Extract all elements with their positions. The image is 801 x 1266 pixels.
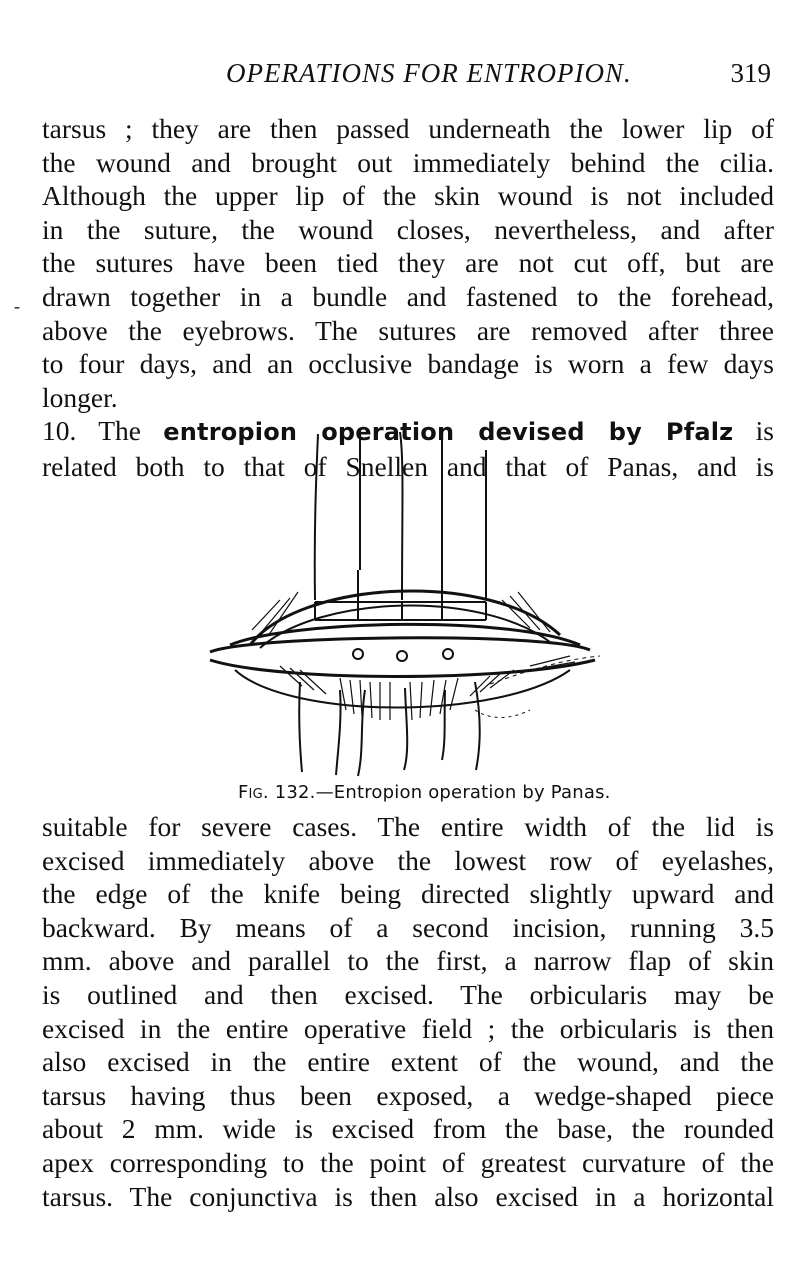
text-line: excised in the entire operative field ; the orbicularis is then [42,1012,774,1044]
text-line: in the suture, the wound closes, nevertheless, and after [42,213,774,245]
section-pre: The [98,415,141,447]
text-line: mm. above and parallel to the first, a narrow flap of skin [42,945,774,977]
entropion-operation-figure [190,420,610,780]
text-line: above the eyebrows. The sutures are removed after three [42,314,774,346]
text-line: the wound and brought out immediately behind the cilia. [42,146,774,178]
figure-caption-text: —Entropion operation by Panas. [315,782,611,803]
text-line: drawn together in a bundle and fastened to the forehead, [42,280,774,312]
text-line: the sutures have been tied they are not cut off, but are [42,247,774,279]
dashed-outline [475,710,530,718]
lid-margin [210,638,590,652]
text-line: also excised in the entire extent of the wound, and the [42,1046,774,1078]
suture-thread [475,682,480,770]
suture-ring [397,651,407,661]
text-line: tarsus. The conjunctiva is then also excised in a horizontal [42,1180,774,1212]
section-number: 10. [42,415,77,447]
figure-label: Fig. 132. [238,782,316,803]
suture-ring [443,649,453,659]
suture-thread [315,434,318,600]
text-line: the edge of the knife being directed slightly upward and [42,878,774,910]
suture-thread [336,690,341,775]
suture-thread [400,432,403,600]
section-heading: entropion operation devised by Pfalz [163,418,734,447]
text-line: suitable for severe cases. The entire width of the lid is [42,811,774,842]
suture-thread [404,688,407,770]
suture-thread [299,682,302,772]
text-line: longer. [42,381,118,413]
figure-caption [238,782,611,803]
margin-mark: - [14,296,20,316]
text-line: tarsus having thus been exposed, a wedge-shaped piece [42,1079,774,1111]
text-line: apex corresponding to the point of greatest curvature of the [42,1146,774,1178]
page-number: 319 [730,58,771,88]
text-line: backward. By means of a second incision, running 3.5 [42,911,774,943]
running-title: OPERATIONS FOR ENTROPION. [226,58,632,88]
bottom-paragraph [42,810,774,1213]
text-line: to four days, and an occlusive bandage is worn a few days [42,348,774,380]
text-line: related both to that of Snellen and that of Panas, and is [42,450,774,482]
text-line: about 2 mm. wide is excised from the base, the rounded [42,1113,774,1145]
text-line: is outlined and then excised. The orbicularis may be [42,978,774,1010]
suture-ring [353,649,363,659]
text-line: tarsus ; they are then passed underneath the lower lip of [42,113,774,144]
section-post: is [755,415,774,447]
text-line: Although the upper lip of the skin wound is not included [42,180,774,212]
text-line: excised immediately above the lowest row of eyelashes, [42,844,774,876]
